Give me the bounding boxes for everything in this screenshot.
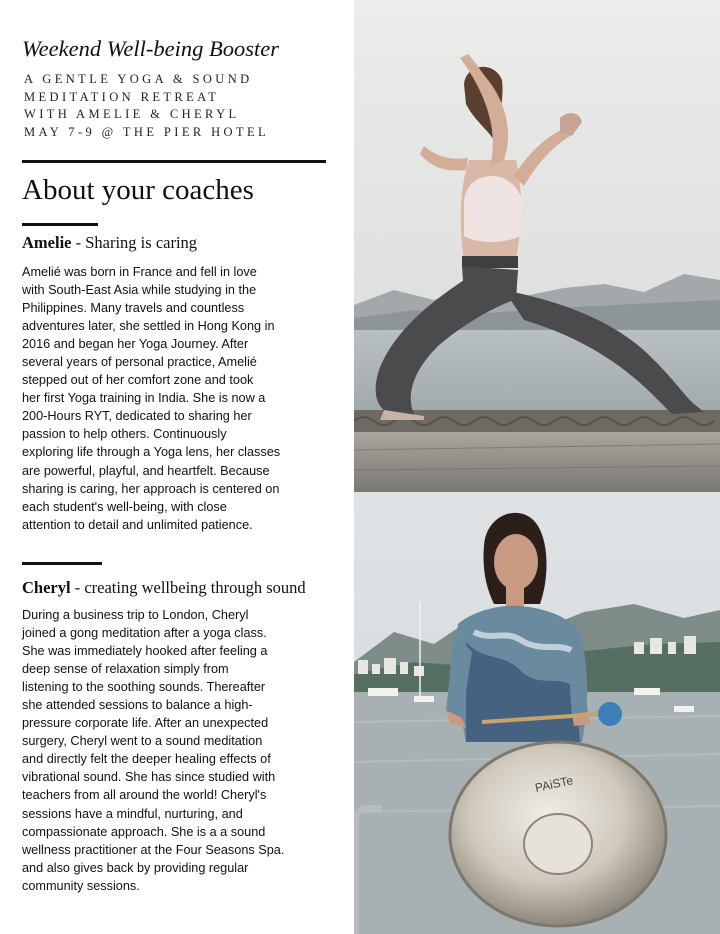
bio-line: Amelié was born in France and fell in love (22, 265, 257, 279)
coach-tagline: - creating wellbeing through sound (70, 578, 306, 597)
coach-divider (22, 562, 102, 565)
bio-line: vibrational sound. She has since studied with (22, 770, 276, 785)
coach-heading-cheryl (22, 578, 306, 598)
text-column (0, 0, 354, 934)
bio-line: 2016 and began her Yoga Journey. After (22, 337, 249, 352)
photo-amelie-yoga (354, 0, 720, 492)
bio-line: several years of personal practice, Amelié (22, 355, 257, 370)
yoga-photo-illustration (354, 0, 720, 492)
bio-line: she attended sessions to balance a high- (22, 698, 253, 713)
bio-line: and also gives back by providing regular (22, 860, 249, 875)
coach-heading-amelie (22, 233, 197, 253)
bio-line: sharing is caring, her approach is centered on (22, 481, 280, 496)
bio-line: Philippines. Many travels and countless (22, 301, 245, 316)
bio-line: attention to detail and unlimited patience. (22, 517, 253, 532)
subtitle-line: MAY 7-9 @ THE PIER HOTEL (24, 124, 270, 139)
page-title: Weekend Well-being Booster (22, 36, 280, 61)
coach-bio-cheryl (22, 606, 284, 895)
event-subtitle (24, 71, 269, 141)
bio-line: deep sense of relaxation simply from (22, 662, 229, 677)
bio-line: adventures later, she settled in Hong Kong in (22, 319, 275, 334)
bio-line: She was immediately hooked after feeling a (22, 644, 268, 659)
gong-photo-illustration (354, 492, 720, 934)
subtitle-line: MEDITATION RETREAT (24, 89, 220, 104)
subtitle-line: A GENTLE YOGA & SOUND (24, 72, 253, 86)
bio-line: wellness practitioner at the Four Seasons Spa. (22, 842, 285, 857)
bio-line: community sessions. (22, 878, 140, 893)
coach-divider (22, 223, 98, 226)
bio-line: each student's well-being, with close (22, 499, 227, 514)
bio-line: and directly felt the deeper healing effects of (22, 752, 271, 767)
section-title: About your coaches (22, 174, 254, 206)
gong (450, 742, 666, 926)
bio-line: with South-East Asia while studying in the (22, 283, 257, 298)
mallet-head (598, 702, 622, 726)
bio-line: joined a gong meditation after a yoga class. (22, 626, 267, 641)
coach-tagline: - Sharing is caring (71, 233, 198, 252)
coach-name: Amelie (22, 233, 72, 252)
coach-bio-amelie (22, 263, 280, 534)
bio-line: stepped out of her comfort zone and took (22, 373, 254, 388)
bio-line: listening to the soothing sounds. Thereafter (22, 680, 266, 695)
bio-line: pressure corporate life. After an unexpected (22, 716, 269, 731)
bio-line: exploring life through a Yoga lens, her classes (22, 445, 281, 460)
bio-line: teachers from all around the world! Cheryl's (22, 788, 267, 803)
header-divider (22, 160, 326, 163)
bio-line: 200-Hours RYT, dedicated to sharing her (22, 409, 252, 424)
bio-line: are powerful, playful, and heartfelt. Because (22, 463, 270, 478)
coach-name: Cheryl (22, 578, 71, 597)
bio-line: compassionate approach. She is a a sound (22, 824, 266, 839)
subtitle-line: WITH AMELIE & CHERYL (24, 107, 240, 121)
bio-line: During a business trip to London, Cheryl (22, 608, 249, 622)
bio-line: sessions have a mindful, nurturing, and (22, 806, 243, 821)
bio-line: her first Yoga training in India. She is now a (22, 391, 266, 406)
gong-brand-label: PAiSTe (533, 773, 575, 795)
photo-cheryl-gong (354, 492, 720, 934)
bio-line: surgery, Cheryl went to a sound meditation (22, 734, 263, 749)
bio-line: passion to help others. Continuously (22, 427, 227, 442)
